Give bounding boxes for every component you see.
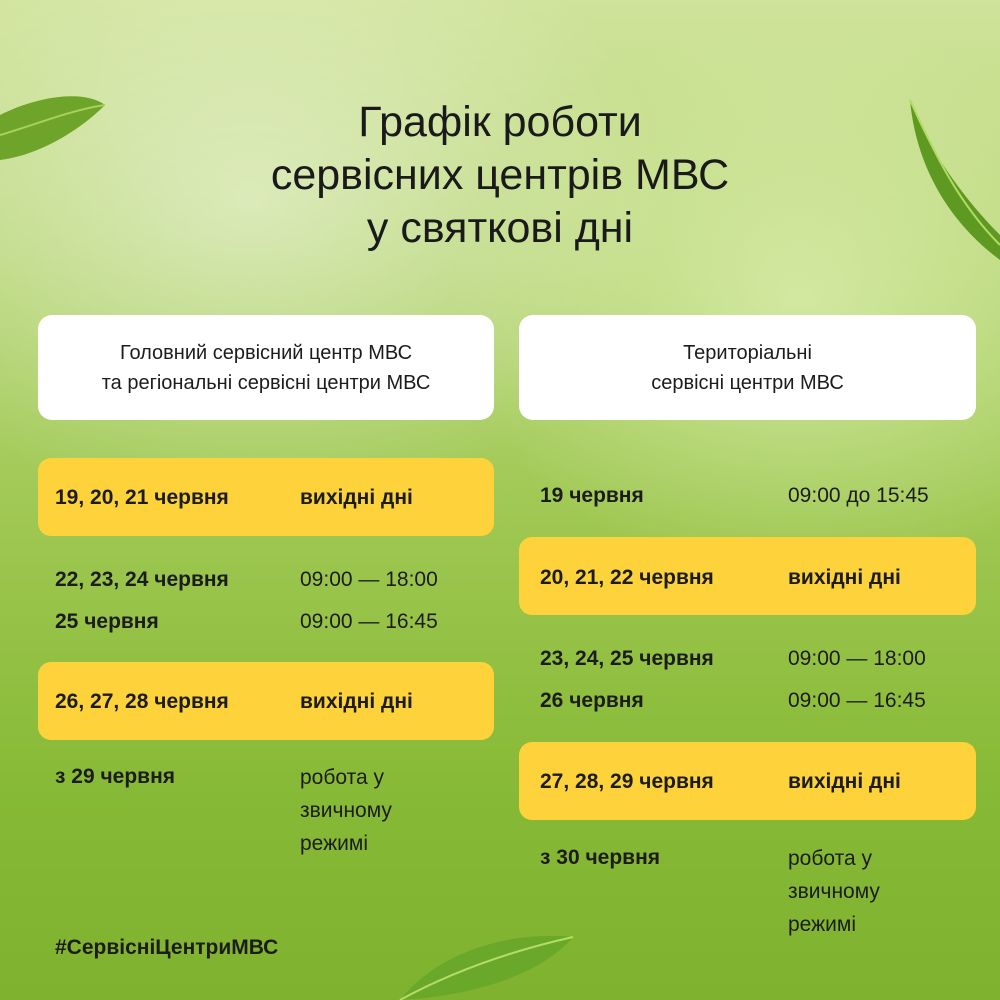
schedule-dates: 19, 20, 21 червня <box>55 486 229 509</box>
schedule-dates: 26 червня <box>540 689 644 712</box>
schedule-value: 09:00 — 18:00 <box>788 647 926 670</box>
title-line: сервісних центрів МВС <box>270 151 730 199</box>
title-line: у святкові дні <box>366 204 634 252</box>
title-line: Графік роботи <box>358 98 642 146</box>
value-line: робота у <box>788 847 872 870</box>
schedule-value: 09:00 — 18:00 <box>300 568 438 591</box>
schedule-value: 09:00 до 15:45 <box>788 484 929 507</box>
left-header-line: та регіональні сервісні центри МВС <box>101 371 431 394</box>
left-header-card <box>38 315 494 420</box>
value-line: звичному <box>300 799 392 822</box>
value-line: робота у <box>300 766 384 789</box>
schedule-dates: 20, 21, 22 червня <box>540 566 714 589</box>
schedule-value: 09:00 — 16:45 <box>788 689 926 712</box>
schedule-value <box>788 842 978 941</box>
schedule-dates: з 29 червня <box>55 765 176 788</box>
left-header-line: Головний сервісний центр МВС <box>119 341 413 364</box>
schedule-value: вихідні дні <box>788 770 901 793</box>
schedule-dates: 22, 23, 24 червня <box>55 568 229 591</box>
schedule-value: вихідні дні <box>300 690 413 713</box>
value-line: звичному <box>788 880 880 903</box>
schedule-dates: 25 червня <box>55 610 159 633</box>
value-line: режимі <box>300 832 369 855</box>
right-header-line: сервісні центри МВС <box>651 371 844 394</box>
schedule-dates: 19 червня <box>540 484 644 507</box>
schedule-value: вихідні дні <box>788 566 901 589</box>
schedule-dates: 27, 28, 29 червня <box>540 770 714 793</box>
schedule-value <box>300 761 490 860</box>
right-header-card <box>519 315 976 420</box>
schedule-dates: з 30 червня <box>540 846 661 869</box>
leaf-icon <box>395 925 575 1000</box>
schedule-value: 09:00 — 16:45 <box>300 610 438 633</box>
value-line: режимі <box>788 913 857 936</box>
right-header-line: Територіальні <box>683 341 812 364</box>
schedule-dates: 26, 27, 28 червня <box>55 690 229 713</box>
page-title <box>0 96 1000 255</box>
schedule-dates: 23, 24, 25 червня <box>540 647 714 670</box>
schedule-value: вихідні дні <box>300 486 413 509</box>
hashtag: #СервісніЦентриМВС <box>55 936 279 959</box>
